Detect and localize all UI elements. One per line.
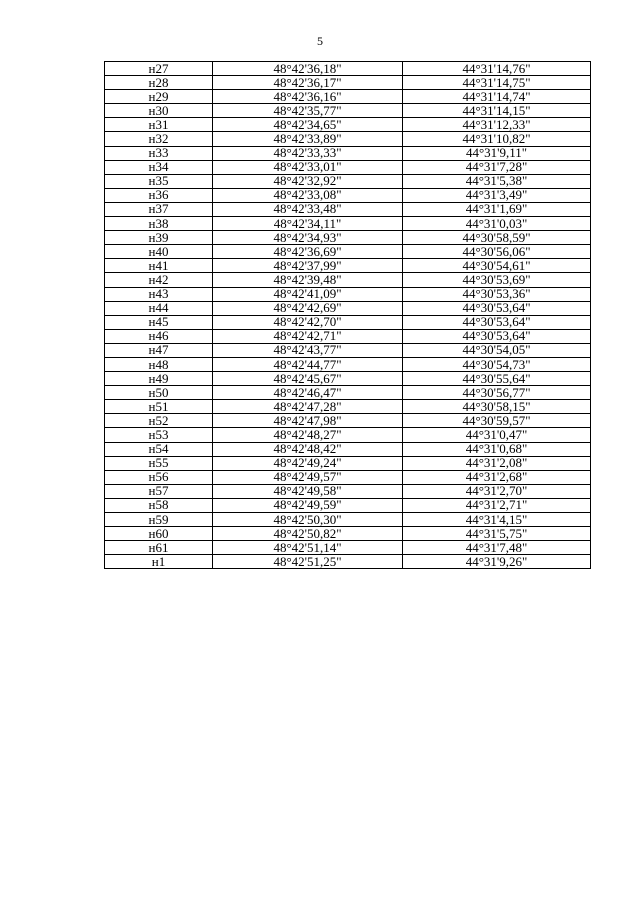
table-row (105, 287, 591, 301)
table-row (105, 541, 591, 555)
point-id-cell: н56 (105, 470, 213, 484)
latitude-cell: 48°42'33,08" (213, 188, 403, 202)
latitude-cell: 48°42'46,47" (213, 386, 403, 400)
point-id-cell: н49 (105, 372, 213, 386)
table-row (105, 442, 591, 456)
longitude-cell: 44°31'14,76" (403, 62, 591, 76)
coordinates-table-body (105, 62, 591, 569)
table-row (105, 231, 591, 245)
latitude-cell: 48°42'33,48" (213, 202, 403, 216)
table-row (105, 527, 591, 541)
latitude-cell: 48°42'34,11" (213, 217, 403, 231)
point-id-cell: н29 (105, 90, 213, 104)
longitude-cell: 44°31'2,71" (403, 498, 591, 512)
table-row (105, 456, 591, 470)
table-row (105, 132, 591, 146)
latitude-cell: 48°42'49,59" (213, 498, 403, 512)
page-number: 5 (317, 34, 323, 48)
table-row (105, 76, 591, 90)
longitude-cell: 44°31'1,69" (403, 202, 591, 216)
latitude-cell: 48°42'42,70" (213, 315, 403, 329)
longitude-cell: 44°30'56,77" (403, 386, 591, 400)
longitude-cell: 44°31'9,26" (403, 555, 591, 569)
point-id-cell: н34 (105, 160, 213, 174)
latitude-cell: 48°42'35,77" (213, 104, 403, 118)
point-id-cell: н48 (105, 357, 213, 371)
longitude-cell: 44°30'53,64" (403, 301, 591, 315)
point-id-cell: н33 (105, 146, 213, 160)
point-id-cell: н35 (105, 174, 213, 188)
table-row (105, 188, 591, 202)
table-row (105, 315, 591, 329)
table-row (105, 174, 591, 188)
point-id-cell: н45 (105, 315, 213, 329)
latitude-cell: 48°42'36,18" (213, 62, 403, 76)
latitude-cell: 48°42'50,30" (213, 513, 403, 527)
latitude-cell: 48°42'33,01" (213, 160, 403, 174)
table-row (105, 90, 591, 104)
point-id-cell: н47 (105, 343, 213, 357)
latitude-cell: 48°42'43,77" (213, 343, 403, 357)
longitude-cell: 44°31'2,70" (403, 484, 591, 498)
table-row (105, 245, 591, 259)
point-id-cell: н44 (105, 301, 213, 315)
point-id-cell: н39 (105, 231, 213, 245)
table-row (105, 146, 591, 160)
point-id-cell: н55 (105, 456, 213, 470)
point-id-cell: н58 (105, 498, 213, 512)
longitude-cell: 44°31'5,38" (403, 174, 591, 188)
table-row (105, 259, 591, 273)
table-row (105, 217, 591, 231)
table-row (105, 104, 591, 118)
coordinates-table (104, 61, 591, 569)
latitude-cell: 48°42'32,92" (213, 174, 403, 188)
point-id-cell: н52 (105, 414, 213, 428)
table-row (105, 118, 591, 132)
longitude-cell: 44°31'14,75" (403, 76, 591, 90)
latitude-cell: 48°42'45,67" (213, 372, 403, 386)
latitude-cell: 48°42'37,99" (213, 259, 403, 273)
longitude-cell: 44°30'54,05" (403, 343, 591, 357)
table-row (105, 202, 591, 216)
point-id-cell: н32 (105, 132, 213, 146)
latitude-cell: 48°42'49,58" (213, 484, 403, 498)
longitude-cell: 44°31'5,75" (403, 527, 591, 541)
longitude-cell: 44°30'55,64" (403, 372, 591, 386)
latitude-cell: 48°42'49,57" (213, 470, 403, 484)
latitude-cell: 48°42'47,98" (213, 414, 403, 428)
table-row (105, 160, 591, 174)
point-id-cell: н27 (105, 62, 213, 76)
latitude-cell: 48°42'33,33" (213, 146, 403, 160)
point-id-cell: н30 (105, 104, 213, 118)
point-id-cell: н41 (105, 259, 213, 273)
table-row (105, 400, 591, 414)
longitude-cell: 44°30'58,59" (403, 231, 591, 245)
longitude-cell: 44°31'10,82" (403, 132, 591, 146)
table-row (105, 428, 591, 442)
table-row (105, 470, 591, 484)
point-id-cell: н28 (105, 76, 213, 90)
table-row (105, 357, 591, 371)
longitude-cell: 44°31'0,68" (403, 442, 591, 456)
longitude-cell: 44°30'53,64" (403, 315, 591, 329)
table-row (105, 273, 591, 287)
point-id-cell: н59 (105, 513, 213, 527)
point-id-cell: н40 (105, 245, 213, 259)
point-id-cell: н37 (105, 202, 213, 216)
point-id-cell: н60 (105, 527, 213, 541)
point-id-cell: н61 (105, 541, 213, 555)
latitude-cell: 48°42'47,28" (213, 400, 403, 414)
longitude-cell: 44°31'3,49" (403, 188, 591, 202)
point-id-cell: н46 (105, 329, 213, 343)
longitude-cell: 44°30'54,73" (403, 357, 591, 371)
point-id-cell: н53 (105, 428, 213, 442)
latitude-cell: 48°42'48,27" (213, 428, 403, 442)
longitude-cell: 44°31'14,15" (403, 104, 591, 118)
table-row (105, 555, 591, 569)
latitude-cell: 48°42'42,69" (213, 301, 403, 315)
latitude-cell: 48°42'36,17" (213, 76, 403, 90)
point-id-cell: н57 (105, 484, 213, 498)
latitude-cell: 48°42'51,14" (213, 541, 403, 555)
longitude-cell: 44°30'53,64" (403, 329, 591, 343)
point-id-cell: н50 (105, 386, 213, 400)
longitude-cell: 44°31'0,03" (403, 217, 591, 231)
point-id-cell: н38 (105, 217, 213, 231)
table-row (105, 484, 591, 498)
longitude-cell: 44°31'7,28" (403, 160, 591, 174)
table-row (105, 62, 591, 76)
latitude-cell: 48°42'33,89" (213, 132, 403, 146)
longitude-cell: 44°31'14,74" (403, 90, 591, 104)
point-id-cell: н1 (105, 555, 213, 569)
table-row (105, 498, 591, 512)
latitude-cell: 48°42'34,65" (213, 118, 403, 132)
table-row (105, 343, 591, 357)
longitude-cell: 44°30'56,06" (403, 245, 591, 259)
point-id-cell: н51 (105, 400, 213, 414)
longitude-cell: 44°31'12,33" (403, 118, 591, 132)
latitude-cell: 48°42'41,09" (213, 287, 403, 301)
latitude-cell: 48°42'44,77" (213, 357, 403, 371)
latitude-cell: 48°42'50,82" (213, 527, 403, 541)
longitude-cell: 44°31'0,47" (403, 428, 591, 442)
longitude-cell: 44°31'2,68" (403, 470, 591, 484)
point-id-cell: н36 (105, 188, 213, 202)
latitude-cell: 48°42'34,93" (213, 231, 403, 245)
longitude-cell: 44°31'7,48" (403, 541, 591, 555)
point-id-cell: н42 (105, 273, 213, 287)
table-row (105, 301, 591, 315)
longitude-cell: 44°30'53,36" (403, 287, 591, 301)
longitude-cell: 44°30'58,15" (403, 400, 591, 414)
table-row (105, 329, 591, 343)
longitude-cell: 44°31'9,11" (403, 146, 591, 160)
latitude-cell: 48°42'36,16" (213, 90, 403, 104)
table-row (105, 414, 591, 428)
longitude-cell: 44°30'53,69" (403, 273, 591, 287)
longitude-cell: 44°30'54,61" (403, 259, 591, 273)
latitude-cell: 48°42'51,25" (213, 555, 403, 569)
table-row (105, 386, 591, 400)
latitude-cell: 48°42'49,24" (213, 456, 403, 470)
latitude-cell: 48°42'36,69" (213, 245, 403, 259)
latitude-cell: 48°42'48,42" (213, 442, 403, 456)
longitude-cell: 44°31'4,15" (403, 513, 591, 527)
latitude-cell: 48°42'42,71" (213, 329, 403, 343)
table-row (105, 513, 591, 527)
point-id-cell: н54 (105, 442, 213, 456)
table-row (105, 372, 591, 386)
longitude-cell: 44°30'59,57" (403, 414, 591, 428)
longitude-cell: 44°31'2,08" (403, 456, 591, 470)
latitude-cell: 48°42'39,48" (213, 273, 403, 287)
point-id-cell: н43 (105, 287, 213, 301)
point-id-cell: н31 (105, 118, 213, 132)
